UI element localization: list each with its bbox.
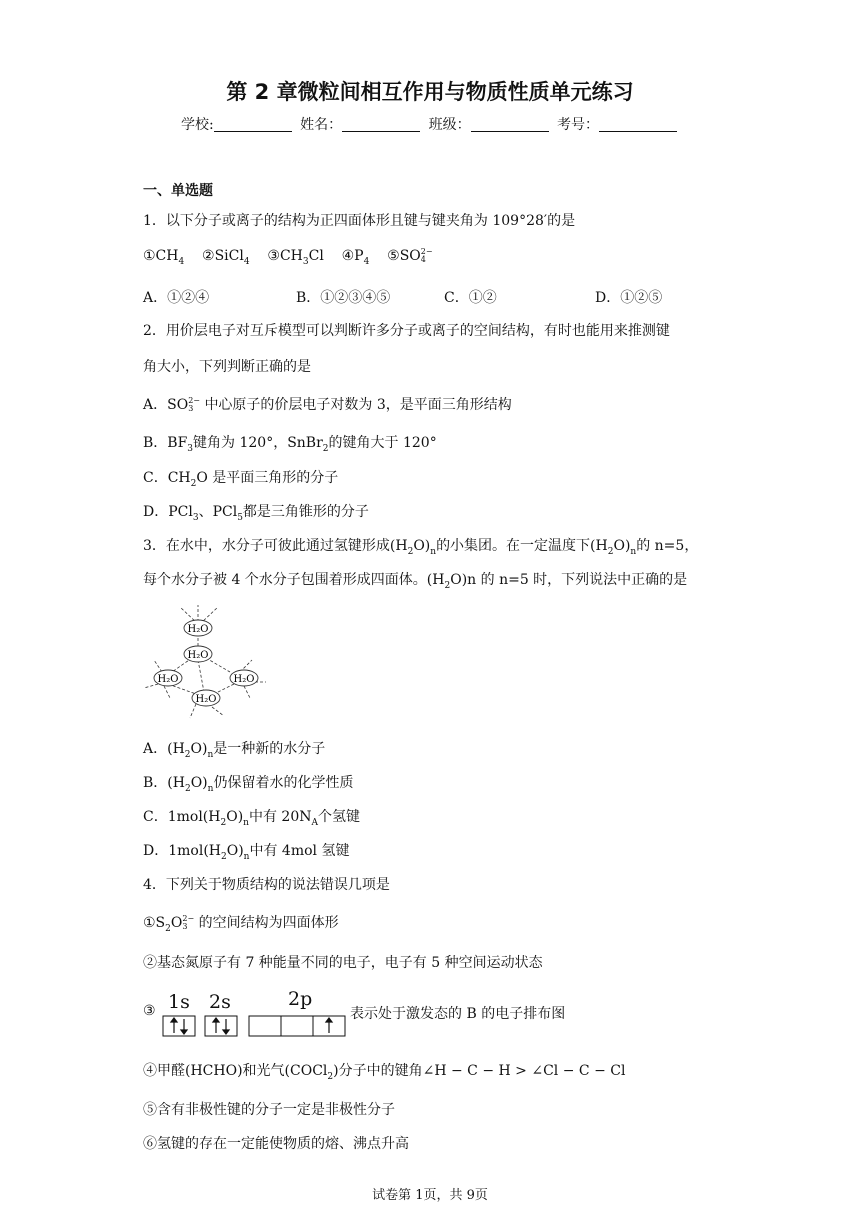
bond-angle-expression: ∠H − C − H > ∠Cl − C − Cl [422,1063,626,1079]
q1-item-3: $③CH_3Cl$ [267,248,324,267]
q1-stem: 1．以下分子或离子的结构为正四面体形且键与键夹角为 109°28′的是 [143,213,576,229]
q4-statement-5: ⑤含有非极性键的分子一定是非极性分子 [143,1102,395,1118]
orbital-label-1s: 1s [168,991,190,1013]
q1-item-2: ②SiCl$_4$ [202,248,250,267]
q2-option-c[interactable]: C．$CH_2O$ 是平面三角形的分子 [143,470,339,489]
q3-option-b[interactable]: B．$(H_2O)_n$仍保留着水的化学性质 [143,775,354,794]
q2-stem-line2: 角大小，下列判断正确的是 [143,359,311,375]
water-molecule-top [184,620,212,636]
school-blank[interactable] [214,117,292,132]
water-molecule-left [154,670,182,686]
svg-text:H₂O: H₂O [233,674,255,685]
water-molecule-center [184,646,212,662]
q1-option-c[interactable]: C．①② [444,290,497,306]
school-label: 学校: [180,117,214,133]
section-heading: 一、单选题 [143,183,213,199]
q3-option-a[interactable]: A．$(H_2O)_n$是一种新的水分子 [143,741,326,760]
exam-number-label: 考号： [557,117,600,133]
q2-option-a[interactable]: A．SO2− 3 中心原子的价层电子对数为 3，是平面三角形结构 [143,396,512,413]
q3-option-d[interactable]: D．$1mol(H_2O)_n$中有 4mol 氢键 [143,843,350,862]
q3-option-c[interactable]: C．$1mol(H_2O)_n$中有 $20N_A$个氢键 [143,809,360,828]
q3-stem-line2: 每个水分子被 4 个水分子包围着形成四面体。$(H_2O)n$ 的 n=5 时，下列说法中正确的是 [143,572,688,591]
svg-text:H₂O: H₂O [157,674,179,685]
q1-item-4: $④P_4$ [341,248,370,267]
q4-statement-4: ④甲醛(HCHO)和光气(COCl$_2$)分子中的键角∠H − C − H > ∠Cl − C − Cl [143,1063,626,1082]
page-title: 第 2 章微粒间相互作用与物质性质单元练习 [226,80,634,104]
water-cluster-diagram [140,602,270,720]
q1-item-1: $①CH_4$ [143,248,185,267]
q4-statement-1: $①S_2O2-$ 3 的空间结构为四面体形 [143,914,339,934]
q2-option-d[interactable]: D．PCl$_3$、PCl$_5$都是三角锥形的分子 [143,504,369,523]
q1-option-b[interactable]: B．①②③④⑤ [296,290,391,306]
class-blank[interactable] [471,117,549,132]
orbital-box-1s [163,1016,195,1036]
q3-stem-line1: 3．在水中，水分子可彼此通过氢键形成$(H_2O)_n$的小集团。在一定温度下$(H_2O)_n$的 n=5， [143,538,699,557]
q2-stem-line1: 2．用价层电子对互斥模型可以判断许多分子或离子的空间结构，有时也能用来推测键 [143,323,670,339]
svg-text:H₂O: H₂O [187,624,209,635]
name-label: 姓名： [300,117,343,133]
student-info-line [0,114,860,134]
q2-option-b[interactable]: B．$BF_3$键角为 120°，SnBr$_2$的键角大于 120° [143,435,437,454]
water-molecule-bottom [192,690,220,706]
orbital-box-2p [249,1016,345,1036]
exam-number-blank[interactable] [599,117,677,132]
q1-option-d[interactable]: D．①②⑤ [595,290,663,306]
q4-statement-3-text: 表示处于激发态的 B 的电子排布图 [350,1006,566,1022]
orbital-box-2s [205,1016,237,1036]
svg-text:H₂O: H₂O [187,650,209,661]
q1-item-5: ⑤SO2− 4 [387,247,433,264]
q4-statement-6: ⑥氢键的存在一定能使物质的熔、沸点升高 [143,1136,409,1152]
name-blank[interactable] [342,117,420,132]
orbital-label-2p: 2p [288,988,313,1010]
q4-statement-2: ②基态氮原子有 7 种能量不同的电子，电子有 5 种空间运动状态 [143,955,543,971]
q1-option-a[interactable]: A．①②④ [143,290,210,306]
q4-stem: 4．下列关于物质结构的说法错误几项是 [143,877,390,893]
page-footer: 试卷第 1页，共 9页 [372,1188,488,1203]
orbital-boxes [162,1014,348,1038]
svg-text:H₂O: H₂O [195,694,217,705]
class-label: 班级： [428,117,471,133]
water-molecule-right [230,670,258,686]
orbital-label-2s: 2s [209,991,231,1013]
q4-statement-3-marker: ③ [143,1003,156,1019]
q1-items [143,248,433,267]
